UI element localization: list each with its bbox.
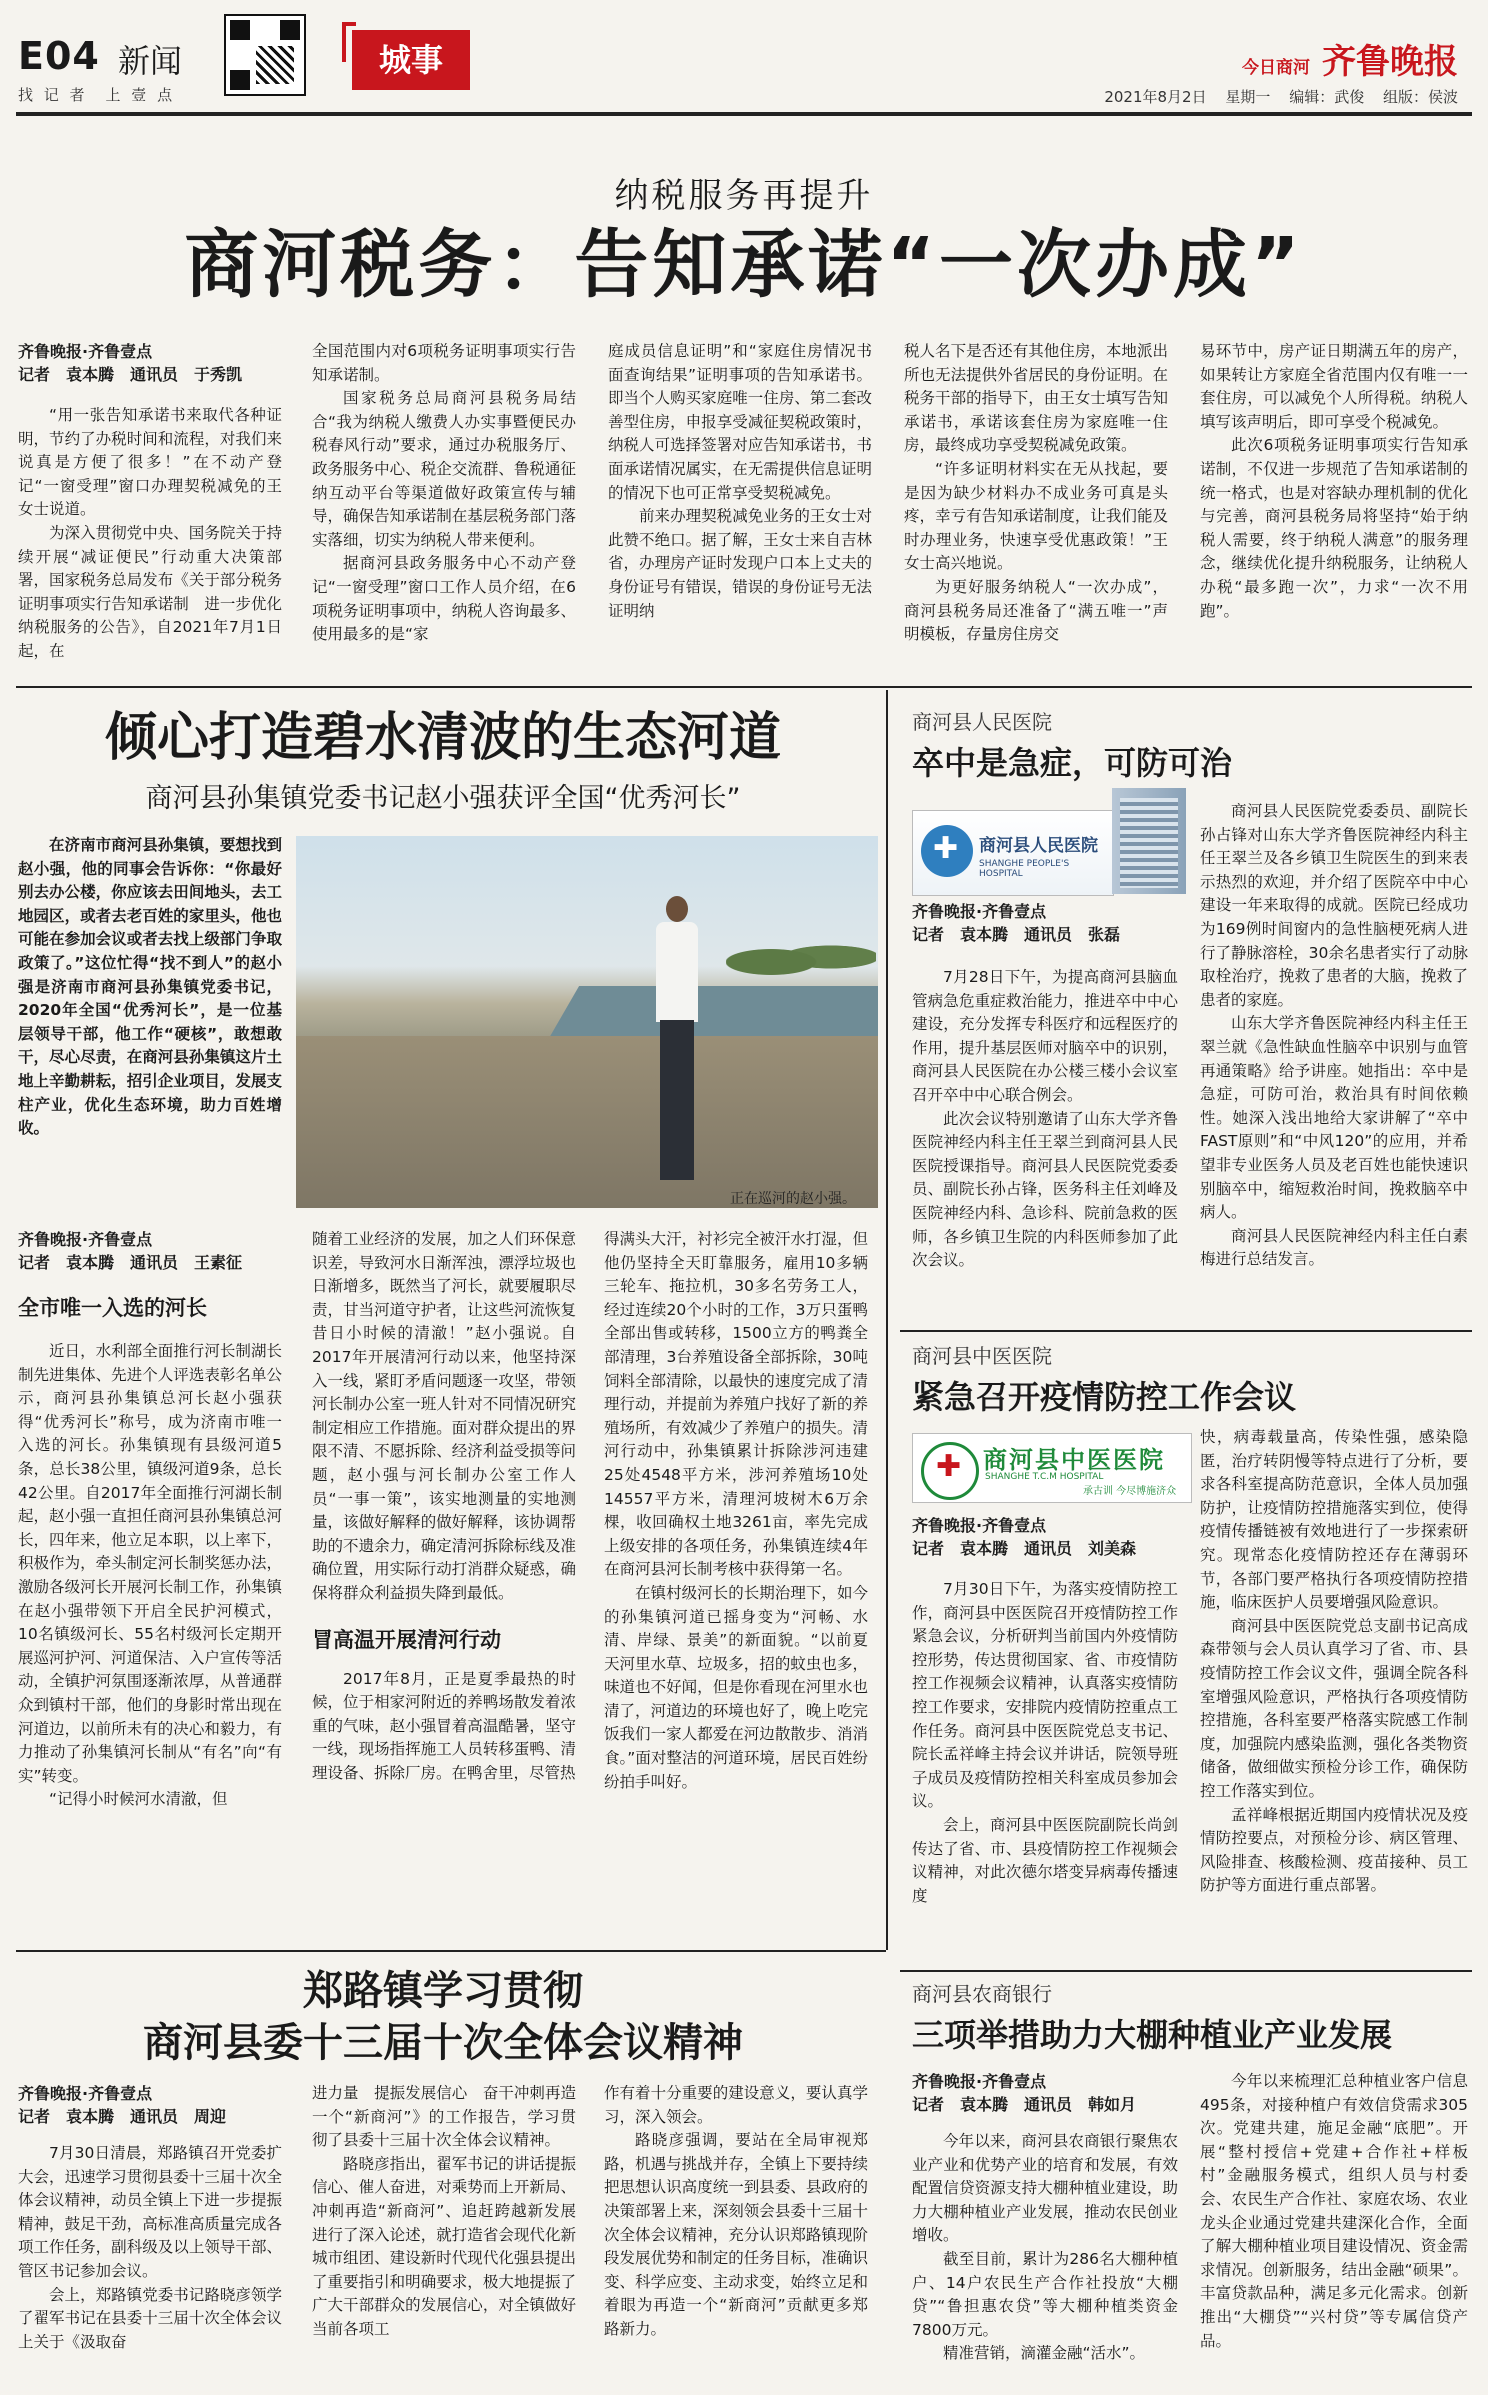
paragraph: 此次会议特别邀请了山东大学齐鲁医院神经内科主任王翠兰到商河县人民医院授课指导。商河县人民医院党委委员、副院长孙占锋，医务科主任刘峰及医院神经内科、急诊科、院前急救的医师，各乡镇卫生院的内科医师参加了此次会议。: [912, 1109, 1178, 1270]
article3-byline1: 齐鲁晚报·齐鲁壹点: [18, 2084, 153, 2103]
paragraph: 国家税务总局商河县税务局结合“我为纳税人缴费人办实事暨便民办税春风行动”要求，通过办税服务厅、政务服务中心、税企交流群、鲁税通征纳互动平台等渠道做好政策宣传与辅导，确保告知承诺制在基层税务部门落实落细，切实为纳税人带来便利。: [312, 389, 576, 549]
brand-small: 今日商河: [1242, 58, 1310, 78]
paragraph: 商河县中医医院党总支副书记高成森带领与会人员认真学习了省、市、县疫情防控工作会议文件，强调全院各科室增强风险意识，严格执行各项疫情防控措施，各科室要严格落实院感工作制度，加强院内感染监测，强化各类物资储备，做细做实预检分诊工作，确保防控工作落实到位。: [1200, 1616, 1468, 1800]
paragraph: 得满头大汗，衬衫完全被汗水打湿，但他仍坚持全天盯靠服务，雇用10多辆三轮车、拖拉机，30多名劳务工人，经过连续20个小时的工作，3万只蛋鸭全部出售或转移，1500立方的鸭粪全部清理，3台养殖设备全部拆除，30吨饲料全部清除，以最快的速度完成了清理行动，并提前为养殖户找好了新的养殖场所，有效减少了养殖户的损失。清河行动中，孙集镇累计拆除涉河违建25处4548平方米，涉河养殖场10处14557平方米，清理河坡树木6万余棵，收回确权土地3261亩，率先完成上级安排的各项任务，孙集镇连续4年在商河县河长制考核中获得第一名。: [604, 1230, 868, 1579]
paragraph: 截至目前，累计为286名大棚种植户、14户农民生产合作社投放“大棚贷”“鲁担惠农贷”等大棚种植类资金7800万元。: [912, 2249, 1178, 2339]
paragraph: 快，病毒载量高，传染性强，感染隐匿，治疗转阴慢等特点进行了分析，要求各科室提高防范意识，全体人员加强防护，让疫情防控措施落实到位，使得疫情传播链被有效地进行了一步探索研究。现常态化疫情防控还存在薄弱环节，各部门要严格执行各项疫情防控措施，临床医护人员要增强风险意识。: [1200, 1428, 1468, 1612]
paragraph: 在济南市商河县孙集镇，要想找到赵小强，他的同事会告诉你：“你最好别去办公楼，你应该去田间地头，去工地园区，或者去老百姓的家里头，他也可能在参加会议或者去找上级部门争取政策了。”这位忙得“找不到人”的赵小强是济南市商河县孙集镇党委书记，2020年全国“优秀河长”，是一位基层领导干部，他工作“硬核”，敢想敢干，尽心尽责，在商河县孙集镇这片土地上辛勤耕耘，招引企业项目，发展支柱产业，优化生态环境，助力百姓增收。: [18, 836, 282, 1138]
paragraph: 据商河县政务服务中心不动产登记“一窗受理”窗口工作人员介绍，在6项税务证明事项中，纳税人咨询最多、使用最多的是“家: [312, 554, 576, 644]
logo-tcm-name-en: SHANGHE T.C.M HOSPITAL: [985, 1472, 1104, 1482]
paragraph: 商河县人民医院神经内科主任白素梅进行总结发言。: [1200, 1226, 1468, 1269]
brand-logo: 齐鲁晚报: [1322, 42, 1458, 82]
qr-code-icon: [224, 14, 306, 96]
paragraph: 全国范围内对6项税务证明事项实行告知承诺制。: [312, 342, 576, 384]
article2-title: 倾心打造碧水清波的生态河道: [104, 708, 781, 768]
article6-col1: [912, 2070, 1178, 2366]
article1-kicker: 纳税服务再提升: [614, 176, 874, 216]
article3-byline2: 记者 袁本腾 通讯员 周迎: [18, 2107, 227, 2126]
paragraph: 随着工业经济的发展，加之人们环保意识差，导致河水日渐浑浊，漂浮垃圾也日渐增多，既然当了河长，就要履职尽责，甘当河道守护者，让这些河流恢复昔日小时候的清澈！”赵小强说。自2017年开展清河行动以来，他坚持深入一线，紧盯矛盾问题逐一攻坚，带领河长制办公室一班人针对不同情况研究制定相应工作措施。面对群众提出的界限不清、不愿拆除、经济利益受损等问题，赵小强与河长制办公室工作人员“一事一策”，该实地测量的实地测量，该做好解释的做好解释，该协调帮助的不遗余力，确定清河拆除标线及准确位置，用实际行动打消群众疑惑，确保将群众利益损失降到最低。: [312, 1230, 576, 1602]
article2-lead: [18, 834, 282, 1141]
article4-byline2: 记者 袁本腾 通讯员 张磊: [912, 925, 1121, 944]
paragraph: 会上，郑路镇党委书记路晓彦领学了翟军书记在县委十三届十次全体会议上关于《汲取奋: [18, 2285, 282, 2351]
river-bank: [296, 1036, 878, 1208]
peoples-hospital-logo: [912, 810, 1114, 896]
paragraph: 在镇村级河长的长期治理下，如今的孙集镇河道已摇身变为“河畅、水清、岸绿、景美”的新面貌。“以前夏天河里水草、垃圾多，招的蚊虫也多，味道也不好闻，但是你看现在河里水也清了，河道边的环境也好了，晚上吃完饭我们一家人都爱在河边散散步、消消食。”面对整洁的河道环境，居民百姓纷纷拍手叫好。: [604, 1583, 868, 1791]
article2-subhead1: 全市唯一入选的河长: [18, 1296, 207, 1320]
paragraph: 易环节中，房产证日期满五年的房产，如果转让方家庭全省范围内仅有唯一一套住房，可以减免个人所得税。纳税人填写该声明后，即可享受个税减免。: [1200, 342, 1468, 431]
article5-kicker: 商河县中医医院: [912, 1344, 1052, 1368]
section-news-label: 新闻: [118, 42, 183, 80]
article5-title: 紧急召开疫情防控工作会议: [912, 1378, 1297, 1416]
paragraph: 为深入贯彻党中央、国务院关于持续开展“减证便民”行动重大决策部署，国家税务总局发布《关于部分税务证明事项实行告知承诺制 进一步优化纳税服务的公告》，自2021年7月1日起，在: [18, 523, 282, 660]
paragraph: 税人名下是否还有其他住房，本地派出所也无法提供外省居民的身份证明。在税务干部的指导下，由王女士填写告知承诺书，承诺该套住房为家庭唯一住房，最终成功享受契税减免政策。: [904, 342, 1168, 455]
layout-editor: 组版：侯波: [1382, 88, 1458, 106]
article2-col3: [604, 1228, 868, 1794]
article1-col3: [608, 340, 872, 623]
tcm-hospital-logo: [912, 1433, 1192, 1503]
divider: [16, 1950, 886, 1952]
article1-col5: [1200, 340, 1468, 623]
article5-col2: [1200, 1426, 1468, 1898]
editor: 编辑：武俊: [1289, 88, 1365, 106]
article3-title2: 商河县委十三届十次全体会议精神: [143, 2020, 743, 2066]
article2-subtitle: 商河县孙集镇党委书记赵小强获评全国“优秀河长”: [145, 783, 741, 814]
article1-col1: [18, 340, 282, 664]
article4-title: 卒中是急症，可防可治: [912, 744, 1233, 782]
paragraph: 精准营销，滴灌金融“活水”。: [943, 2344, 1146, 2363]
paragraph: 路晓彦指出，翟军书记的讲话提振信心、催人奋进，对乘势而上开新局、冲刺再造“新商河”、追赶跨越新发展进行了深入论述，就打造省会现代化新城市组团、建设新时代现代化强县提出了重要指引和明确要求，极大地提振了广大干部群众的发展信心，对全镇做好当前各项工: [312, 2154, 576, 2338]
article3-title1: 郑路镇学习贯彻: [303, 1968, 583, 2014]
paragraph: 庭成员信息证明”和“家庭住房情况书面查询结果”证明事项的告知承诺书。即当个人购买家庭唯一住房、第二套改善型住房，申报享受减征契税政策时，纳税人可选择签署对应告知承诺书，书面承诺情况属实，在无需提供信息证明的情况下也可正常享受契税减免。: [608, 342, 872, 502]
article6-kicker: 商河县农商银行: [912, 1982, 1052, 2006]
article1-col4: [904, 340, 1168, 647]
issue-date: 2021年8月2日: [1104, 88, 1207, 106]
page-number: E04: [18, 34, 100, 78]
paragraph: 7月28日下午，为提高商河县脑血管病急危重症救治能力，推进卒中中心建设，充分发挥专科医疗和远程医疗的作用，提升基层医师对脑卒中的识别，商河县人民医院在办公楼三楼小会议室召开卒中中心联合例会。: [912, 968, 1178, 1104]
article3-col2: [312, 2082, 576, 2342]
paragraph: 商河县人民医院党委委员、副院长孙占锋对山东大学齐鲁医院神经内科主任王翠兰及各乡镇卫生院医生的到来表示热烈的欢迎，并介绍了医院卒中中心建设一年来取得的成就。医院已经成功为169例时间窗内的急性脑梗死病人进行了静脉溶栓，30余名患者实行了动脉取栓治疗，挽救了患者的大脑，挽救了患者的家庭。: [1200, 802, 1468, 1009]
article1-byline1: 齐鲁晚报·齐鲁壹点: [18, 342, 153, 361]
newspaper-brand: [1242, 34, 1458, 83]
paragraph: 此次6项税务证明事项实行告知承诺制，不仅进一步规范了告知承诺制的统一格式，也是对容缺办理机制的优化与完善，商河县税务局将坚持“始于纳税人需要，终于纳税人满意”的服务理念，继续优化提升纳税服务，让纳税人办税“最多跑一次”，力求“一次不用跑”。: [1200, 436, 1468, 620]
logo-hospital-name-en: SHANGHE PEOPLE'S HOSPITAL: [979, 859, 1070, 879]
photo-caption: 正在巡河的赵小强。: [730, 1191, 856, 1207]
article6-col2: [1200, 2070, 1468, 2353]
article2-col2: [312, 1228, 576, 1785]
article3-col3: [604, 2082, 868, 2342]
paragraph: 路晓彦强调，要站在全局审视郑路，机遇与挑战并存，全镇上下要持续把思想认识高度统一到县委、县政府的决策部署上来，深刻领会县委十三届十次全体会议精神，充分认识郑路镇现阶段发展优势和制定的任务目标，准确识变、科学应变、主动求变，始终立足和着眼为再造一个“新商河”贡献更多郑路新力。: [604, 2131, 868, 2338]
article4-col2: [1200, 800, 1468, 1272]
logo-hospital-name: 商河县人民医院: [979, 836, 1098, 856]
header-rule: [16, 112, 1472, 116]
article2-byline2: 记者 袁本腾 通讯员 王素征: [18, 1253, 243, 1272]
paragraph: 作有着十分重要的建设意义，要认真学习，深入领会。: [604, 2084, 868, 2126]
paragraph: 7月30日下午，为落实疫情防控工作，商河县中医医院召开疫情防控工作紧急会议，分析研判当前国内外疫情防控形势，传达贯彻国家、省、市疫情防控工作视频会议精神，认真落实疫情防控工作要求，安排院内疫情防控重点工作任务。商河县中医医院党总支书记、院长孟祥峰主持会议并讲话，院领导班子成员及疫情防控相关科室成员参加会议。: [912, 1580, 1178, 1811]
paragraph: 进力量 提振发展信心 奋干冲刺再造一个“新商河”》的工作报告，学习贯彻了县委十三届十次全体会议精神。: [312, 2084, 576, 2150]
paragraph: 2017年8月，正是夏季最热的时候，位于相家河附近的养鸭场散发着浓重的气味，赵小强冒着高温酷暑，坚守一线，现场指挥施工人员转移蛋鸭、清理设备、拆除厂房。在鸭舍里，尽管热: [312, 1669, 576, 1782]
article1-title: 商河税务：告知承诺“一次办成”: [184, 222, 1304, 308]
article2-subhead2: 冒高温开展清河行动: [312, 1627, 501, 1652]
column-divider: [886, 690, 888, 1950]
section-tab: 城事: [352, 30, 470, 90]
article4-byline1: 齐鲁晚报·齐鲁壹点: [912, 902, 1047, 921]
article3-col1: [18, 2082, 282, 2354]
hospital-emblem-icon: [921, 825, 973, 877]
tagline: 找 记 者 上 壹 点: [18, 86, 176, 104]
trees: [726, 932, 876, 982]
paragraph: 孟祥峰根据近期国内疫情状况及疫情防控要点，对预检分诊、病区管理、风险排查、核酸检测、疫苗接种、员工防护等方面进行重点部署。: [1200, 1805, 1468, 1895]
logo-tcm-name: 商河县中医医院: [983, 1446, 1165, 1474]
article6-byline1: 齐鲁晚报·齐鲁壹点: [912, 2072, 1047, 2091]
paragraph: 近日，水利部全面推行河长制湖长制先进集体、先进个人评选表彰名单公示，商河县孙集镇总河长赵小强获得“优秀河长”称号，成为济南市唯一入选的河长。孙集镇现有县级河道5条，总长38公里，镇级河道9条，总长42公里。自2017年全面推行河湖长制起，赵小强一直担任商河县孙集镇总河长，四年来，他立足本职，以上率下，积极作为，牵头制定河长制奖惩办法，激励各级河长开展河长制工作，孙集镇在赵小强带领下开启全民护河模式，10名镇级河长、55名村级河长定期开展巡河护河、河道保洁、入户宣传等活动，全镇护河氛围逐渐浓厚，从普通群众到镇村干部，他们的身影时常出现在河道边，以前所未有的决心和毅力，有力推动了孙集镇河长制从“有名”向“有实”转变。: [18, 1342, 282, 1785]
tcm-emblem-icon: [921, 1442, 979, 1500]
divider: [16, 686, 1472, 688]
hospital-building-image: [1112, 788, 1186, 894]
logo-tcm-motto: 承古训 今尽博施济众: [1083, 1486, 1177, 1497]
article4-kicker: 商河县人民医院: [912, 710, 1052, 734]
river-patrol-photo: [296, 836, 878, 1208]
article5-byline2: 记者 袁本腾 通讯员 刘美森: [912, 1539, 1137, 1558]
article1-col2: [312, 340, 576, 647]
paragraph: “用一张告知承诺书来取代各种证明，节约了办税时间和流程，对我们来说真是方便了很多！”在不动产登记“一窗受理”窗口办理契税减免的王女士说道。: [18, 406, 282, 519]
paragraph: 今年以来，商河县农商银行聚焦农业产业和优势产业的培育和发展，有效配置信贷资源支持大棚种植业建设，助力大棚种植业产业发展，推动农民创业增收。: [912, 2132, 1178, 2245]
paragraph: 山东大学齐鲁医院神经内科主任王翠兰就《急性缺血性脑卒中识别与血管再通策略》给予讲座。她指出：卒中是急症，可防可治，救治具有时间依赖性。她深入浅出地给大家讲解了“卒中FAST原则”和“中风120”的应用，并希望非专业医务人员及老百姓也能快速识别脑卒中，缩短救治时间，挽救脑卒中病人。: [1200, 1014, 1468, 1222]
divider: [900, 1330, 1472, 1332]
article5-col1: [912, 1514, 1178, 1908]
person-figure: [654, 896, 700, 1186]
date-row: [1090, 86, 1458, 107]
paragraph: 今年以来梳理汇总种植业客户信息495条，对接种植户有效信贷需求305次。党建共建，施足金融“底肥”。开展“整村授信+党建+合作社+样板村”金融服务模式，组织人员与村委会、农民生产合作社、家庭农场、农业龙头企业通过党建共建深化合作，全面了解大棚种植业项目建设情况、资金需求情况。创新服务，结出金融“硕果”。丰富贷款品种，满足多元化需求。创新推出“大棚贷”“兴村贷”等专属信贷产品。: [1200, 2072, 1468, 2350]
paragraph: 7月30日清晨，郑路镇召开党委扩大会，迅速学习贯彻县委十三届十次全体会议精神，动员全镇上下进一步提振精神，鼓足干劲，高标准高质量完成各项工作任务，副科级及以上领导干部、管区书记参加会议。: [18, 2144, 282, 2280]
article6-byline2: 记者 袁本腾 通讯员 韩如月: [912, 2095, 1137, 2114]
paragraph: 为更好服务纳税人“一次办成”，商河县税务局还准备了“满五唯一”声明模板，存量房住房交: [904, 577, 1168, 644]
weekday: 星期一: [1225, 88, 1271, 106]
paragraph: 前来办理契税减免业务的王女士对此赞不绝口。据了解，王女士来自吉林省，办理房产证时发现户口本上丈夫的身份证号有错误，错误的身份证号无法证明纳: [608, 507, 872, 620]
paragraph: “记得小时候河水清澈，但: [49, 1790, 228, 1809]
article4-col1: [912, 900, 1178, 1273]
article6-title: 三项举措助力大棚种植业产业发展: [912, 2016, 1393, 2054]
paragraph: “许多证明材料实在无从找起，要是因为缺少材料办不成业务可真是头疼，幸亏有告知承诺制度，让我们能及时办理业务，快速享受优惠政策！”王女士高兴地说。: [904, 459, 1168, 573]
article1-byline2: 记者 袁本腾 通讯员 于秀凯: [18, 365, 243, 384]
article2-col1: [18, 1228, 282, 1812]
paragraph: 会上，商河县中医医院副院长尚剑传达了省、市、县疫情防控工作视频会议精神，对此次德尔塔变异病毒传播速度: [912, 1815, 1178, 1905]
divider: [900, 1970, 1472, 1972]
article2-byline1: 齐鲁晚报·齐鲁壹点: [18, 1230, 153, 1249]
article5-byline1: 齐鲁晚报·齐鲁壹点: [912, 1516, 1047, 1535]
